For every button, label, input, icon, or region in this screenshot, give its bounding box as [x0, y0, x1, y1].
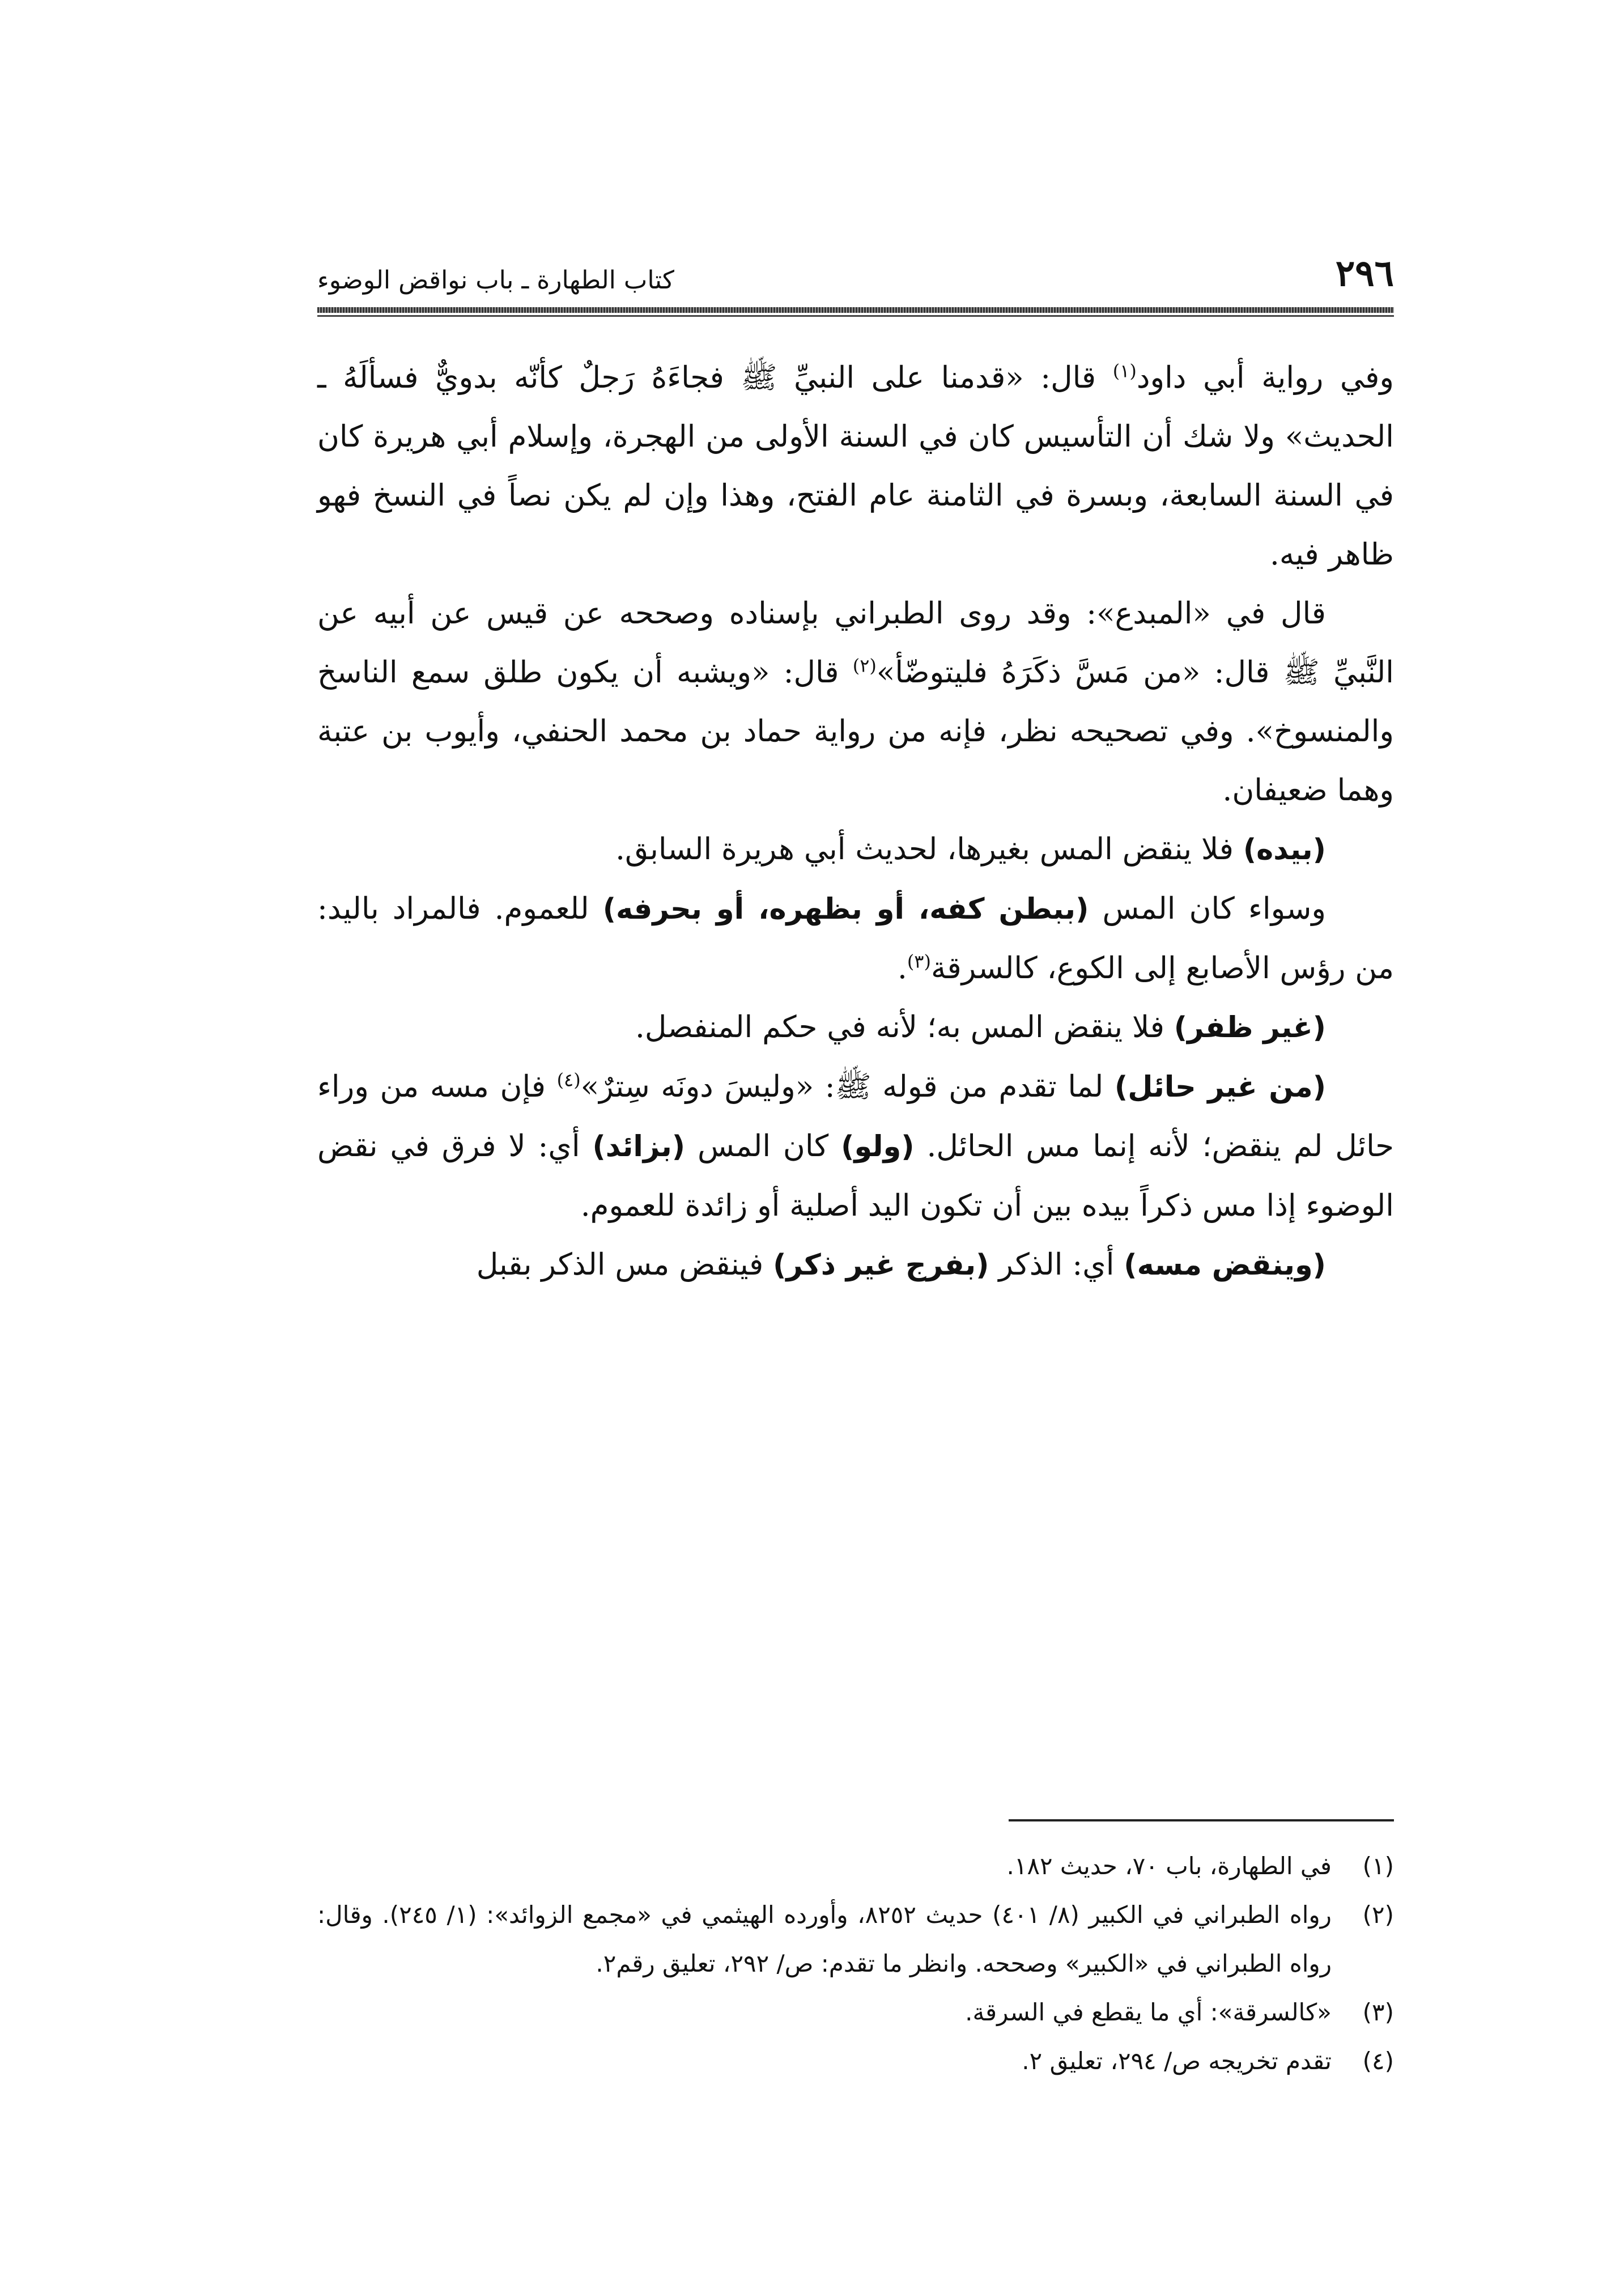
footnote-4: [317, 2037, 1394, 2086]
footnote-text: «كالسرقة»: أي ما يقطع في السرقة.: [965, 1998, 1332, 2026]
paragraph-6: (من غير حائل) لما تقدم من قوله ﷺ: «وليسَ دونَه سِترٌ»$^{(٤)}$ فإن مسه من وراء حائل لم ينقض؛ لأنه إنما مس الحائل. (ولو) كان المس (بزائد) أي: لا فرق في نقض الوضوء إذا مس ذكراً بيده بين أن تكون اليد أصلية أو زائدة للعموم.: [317, 1069, 1394, 1223]
footnote-ref-3: (٣): [907, 950, 931, 973]
matn-term: (وينقض مسه): [1124, 1249, 1326, 1282]
footnotes: [317, 1842, 1394, 2086]
footnote-text: في الطهارة، باب ٧٠، حديث ١٨٢.: [1006, 1852, 1332, 1880]
footnote-text: تقدم تخريجه ص/ ٢٩٤، تعليق ٢.: [1022, 2047, 1332, 2075]
paragraph-3: (بيده) فلا ينقض المس بغيرها، لحديث أبي هريرة السابق.: [615, 832, 1326, 867]
footnote-number: (٢): [1362, 1901, 1394, 1929]
book-page: [317, 244, 1394, 2131]
matn-term: (غير ظفر): [1174, 1011, 1326, 1044]
footnote-number: (٤): [1362, 2047, 1394, 2075]
header-rule: [317, 307, 1394, 313]
matn-term: (ببطن كفه، أو بظهره، أو بحرفه): [602, 893, 1089, 926]
footnote-1: [317, 1842, 1394, 1891]
footnote-text: رواه الطبراني في الكبير (٨/ ٤٠١) حديث ٨٢٥٢، وأورده الهيثمي في «مجمع الزوائد»: (١/ ٢٤٥). وقال: رواه الطبراني في «الكبير» وصححه. وانظر ما تقدم: ص/ ٢٩٢، تعليق رقم٢.: [317, 1901, 1332, 1977]
footnote-number: (٣): [1362, 1998, 1394, 2026]
footnote-ref-2: (٢): [852, 655, 877, 677]
footnote-3: [317, 1988, 1394, 2037]
footnote-number: (١): [1362, 1852, 1394, 1880]
page-number: ٢٩٦: [1335, 252, 1394, 295]
running-header: [317, 244, 1394, 295]
footnote-ref-4: (٤): [556, 1069, 581, 1091]
main-text: [317, 349, 1394, 1295]
matn-term: (بيده): [1243, 833, 1326, 867]
paragraph-7: (وينقض مسه) أي: الذكر (بفرج غير ذكر) فينقض مس الذكر بقبل: [476, 1247, 1326, 1282]
running-title: كتاب الطهارة ـ باب نواقض الوضوء: [317, 266, 674, 295]
matn-term: (من غير حائل): [1114, 1071, 1326, 1104]
matn-term: (بزائد): [592, 1130, 686, 1164]
paragraph-4: وسواء كان المس (ببطن كفه، أو بظهره، أو بحرفه) للعموم. فالمراد باليد: من رؤس الأصابع إلى الكوع، كالسرقة$^{(٣)}$.: [317, 891, 1394, 986]
footnote-ref-1: (١): [1112, 360, 1137, 382]
matn-term: (بفرج غير ذكر): [773, 1249, 989, 1282]
matn-term: (ولو): [841, 1130, 915, 1164]
footnote-2: [317, 1891, 1394, 1988]
header-rule-thin: [317, 315, 1394, 317]
paragraph-1: وفي رواية أبي داود$^{(١)}$ قال: «قدمنا على النبيِّ ﷺ فجاءَهُ رَجلٌ كأنّه بدويٌّ فسألَهُ ـ الحديث» ولا شك أن التأسيس كان في السنة الأولى من الهجرة، وإسلام أبي هريرة كان في السنة السابعة، وبسرة في الثامنة عام الفتح، وهذا وإن لم يكن نصاً في النسخ فهو ظاهر فيه.: [317, 360, 1394, 572]
paragraph-2: قال في «المبدع»: وقد روى الطبراني بإسناده وصححه عن قيس عن أبيه عن النَّبيِّ ﷺ قال: «من مَسَّ ذكَرَهُ فليتوضّأ»$^{(٢)}$ قال: «ويشبه أن يكون طلق سمع الناسخ والمنسوخ». وفي تصحيحه نظر، فإنه من رواية حماد بن محمد الحنفي، وأيوب بن عتبة وهما ضعيفان.: [317, 596, 1395, 808]
paragraph-5: (غير ظفر) فلا ينقض المس به؛ لأنه في حكم المنفصل.: [635, 1010, 1326, 1044]
footnote-separator: [1009, 1819, 1394, 1821]
